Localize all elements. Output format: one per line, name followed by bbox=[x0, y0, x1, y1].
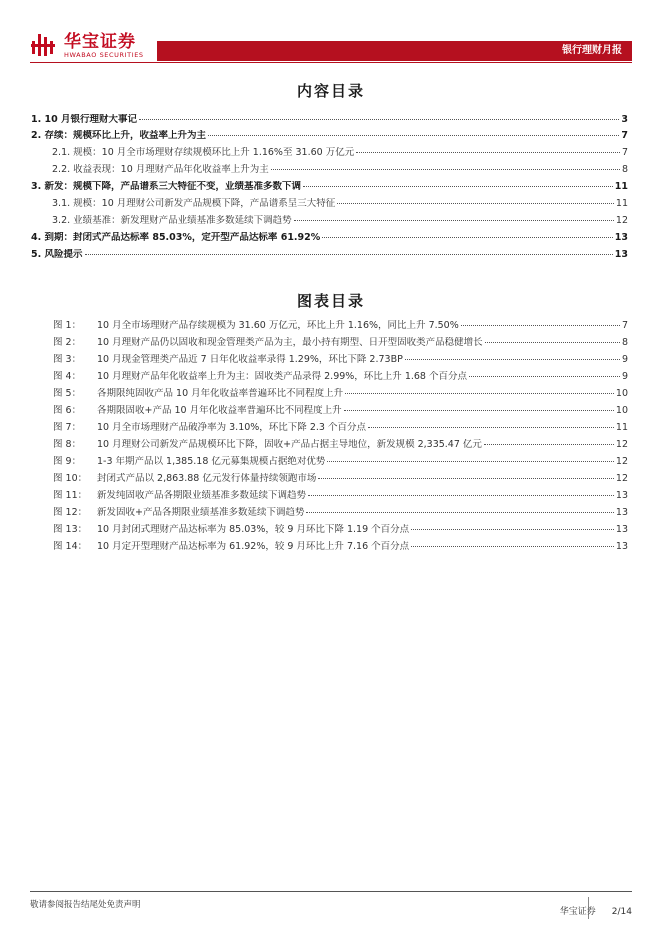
figure-page: 10 bbox=[615, 405, 628, 416]
toc-entry-text: 3.1. 规模：10 月理财公司新发产品规模下降，产品谱系呈三大特征 bbox=[52, 198, 336, 209]
header-bar bbox=[157, 41, 632, 61]
brand-name-en: HWABAO SECURITIES bbox=[64, 51, 144, 59]
figure-caption: 10 月理财公司新发产品规模环比下降，固收+产品占据主导地位，新发规模 2,335.47 亿元 bbox=[97, 439, 482, 450]
toc-entry-text: 1. 10 月银行理财大事记 bbox=[31, 114, 138, 125]
figure-label: 图 8： bbox=[53, 439, 82, 450]
dot-leader bbox=[411, 529, 614, 530]
toc-entry-page: 8 bbox=[621, 164, 628, 175]
figure-label: 图 10： bbox=[53, 473, 88, 484]
toc-entry-page: 12 bbox=[615, 215, 628, 226]
figure-caption: 10 月封闭式理财产品达标率为 85.03%，较 9 月环比下降 1.19 个百分点 bbox=[97, 524, 410, 535]
toc-entry-page: 3 bbox=[621, 114, 628, 125]
dot-leader bbox=[485, 342, 620, 343]
figure-page: 12 bbox=[615, 473, 628, 484]
figure-caption: 各期限纯固收产品 10 月年化收益率普遍环比不同程度上升 bbox=[97, 388, 344, 399]
figure-page: 13 bbox=[615, 490, 628, 501]
figure-caption: 各期限固收+产品 10 月年化收益率普遍环比不同程度上升 bbox=[97, 405, 342, 416]
footer-brand: 华宝证券 bbox=[559, 907, 596, 917]
dot-leader bbox=[327, 461, 614, 462]
toc-entry-text: 3. 新发：规模下降，产品谱系三大特征不变，业绩基准多数下调 bbox=[31, 181, 302, 192]
figure-page: 10 bbox=[615, 388, 628, 399]
toc-subentry[interactable] bbox=[52, 164, 628, 176]
toc-entry-text: 2.2. 收益表现：10 月理财产品年化收益率上升为主 bbox=[52, 164, 269, 175]
figure-entry[interactable] bbox=[53, 320, 628, 332]
figure-label: 图 12： bbox=[53, 507, 88, 518]
dot-leader bbox=[318, 478, 614, 479]
toc-entry[interactable] bbox=[31, 181, 628, 193]
dot-leader bbox=[344, 410, 614, 411]
figure-caption: 1-3 年期产品以 1,385.18 亿元募集规模占据绝对优势 bbox=[97, 456, 326, 467]
figure-label: 图 4： bbox=[53, 371, 82, 382]
footer-right bbox=[560, 904, 632, 917]
figure-caption: 10 月全市场理财产品存续规模为 31.60 万亿元，环比上升 1.16%，同比上升 7.50% bbox=[97, 320, 459, 331]
toc-entry-text: 2. 存续：规模环比上升，收益率上升为主 bbox=[31, 130, 207, 141]
dot-leader bbox=[303, 186, 613, 187]
figure-caption: 新发固收+产品各期限业绩基准多数延续下调趋势 bbox=[97, 507, 305, 518]
figure-entry[interactable] bbox=[53, 388, 628, 400]
figure-entry[interactable] bbox=[53, 541, 628, 553]
toc-entry-text: 3.2. 业绩基准：新发理财产品业绩基准多数延续下调趋势 bbox=[52, 215, 292, 226]
toc-entry-page: 13 bbox=[614, 249, 628, 260]
header-divider bbox=[30, 62, 632, 63]
figure-caption: 10 月理财产品年化收益率上升为主：固收类产品录得 2.99%，环比上升 1.68 个百分点 bbox=[97, 371, 467, 382]
dot-leader bbox=[368, 427, 614, 428]
figure-entry[interactable] bbox=[53, 405, 628, 417]
dot-leader bbox=[411, 546, 614, 547]
toc-entry-text: 2.1. 规模：10 月全市场理财存续规模环比上升 1.16%至 31.60 万亿元 bbox=[52, 147, 355, 158]
toc-entry[interactable] bbox=[31, 114, 628, 126]
toc-entry[interactable] bbox=[31, 232, 628, 244]
toc-entry-text: 5. 风险提示 bbox=[31, 249, 83, 260]
toc-subentry[interactable] bbox=[52, 215, 628, 227]
figure-page: 11 bbox=[615, 422, 628, 433]
figure-entry[interactable] bbox=[53, 524, 628, 536]
toc-entry-page: 11 bbox=[615, 198, 628, 209]
figure-page: 12 bbox=[615, 439, 628, 450]
figure-label: 图 5： bbox=[53, 388, 82, 399]
figure-entry[interactable] bbox=[53, 507, 628, 519]
dot-leader bbox=[308, 495, 614, 496]
figure-entry[interactable] bbox=[53, 354, 628, 366]
figure-label: 图 7： bbox=[53, 422, 82, 433]
figure-entry[interactable] bbox=[53, 490, 628, 502]
toc-entry[interactable] bbox=[31, 130, 628, 142]
figure-entry[interactable] bbox=[53, 456, 628, 468]
footer-divider bbox=[30, 891, 632, 892]
figure-page: 13 bbox=[615, 524, 628, 535]
toc-entry-page: 7 bbox=[621, 147, 628, 158]
toc-entry[interactable] bbox=[31, 249, 628, 261]
figure-entry[interactable] bbox=[53, 422, 628, 434]
figure-label: 图 11： bbox=[53, 490, 88, 501]
figure-label: 图 13： bbox=[53, 524, 88, 535]
dot-leader bbox=[208, 135, 619, 136]
figure-label: 图 6： bbox=[53, 405, 82, 416]
toc-entry-page: 13 bbox=[614, 232, 628, 243]
dot-leader bbox=[484, 444, 614, 445]
dot-leader bbox=[271, 169, 620, 170]
figure-page: 9 bbox=[621, 354, 628, 365]
toc-subentry[interactable] bbox=[52, 147, 628, 159]
toc-entry-page: 11 bbox=[614, 181, 628, 192]
figure-page: 8 bbox=[621, 337, 628, 348]
figure-caption: 10 月现金管理类产品近 7 日年化收益率录得 1.29%，环比下降 2.73BP bbox=[97, 354, 403, 365]
dot-leader bbox=[356, 152, 620, 153]
dot-leader bbox=[461, 325, 620, 326]
dot-leader bbox=[322, 237, 612, 238]
report-type-label: 银行理财月报 bbox=[562, 45, 622, 56]
figure-entry[interactable] bbox=[53, 473, 628, 485]
figure-label: 图 1： bbox=[53, 320, 82, 331]
dot-leader bbox=[405, 359, 620, 360]
dot-leader bbox=[294, 220, 614, 221]
toc-entry-text: 4. 到期：封闭式产品达标率 85.03%，定开型产品达标率 61.92% bbox=[31, 232, 321, 243]
figure-caption: 封闭式产品以 2,863.88 亿元发行体量持续领跑市场 bbox=[97, 473, 317, 484]
dot-leader bbox=[139, 119, 619, 120]
figure-label: 图 9： bbox=[53, 456, 82, 467]
figure-caption: 10 月定开型理财产品达标率为 61.92%，较 9 月环比上升 7.16 个百分点 bbox=[97, 541, 410, 552]
figure-page: 13 bbox=[615, 507, 628, 518]
figure-caption: 新发纯固收产品各期限业绩基准多数延续下调趋势 bbox=[97, 490, 307, 501]
page-number: 2/14 bbox=[611, 907, 632, 917]
figure-label: 图 2： bbox=[53, 337, 82, 348]
figure-label: 图 14： bbox=[53, 541, 88, 552]
figure-page: 13 bbox=[615, 541, 628, 552]
figure-caption: 10 月理财产品仍以固收和现金管理类产品为主，最小持有期型、日开型固收类产品稳健增长 bbox=[97, 337, 483, 348]
dot-leader bbox=[337, 203, 614, 204]
figure-page: 7 bbox=[621, 320, 628, 331]
toc-subentry[interactable] bbox=[52, 198, 628, 210]
figure-page: 12 bbox=[615, 456, 628, 467]
figure-entry[interactable] bbox=[53, 337, 628, 349]
figure-caption: 10 月全市场理财产品破净率为 3.10%，环比下降 2.3 个百分点 bbox=[97, 422, 366, 433]
figure-entry[interactable] bbox=[53, 439, 628, 451]
figure-list-title: 图表目录 bbox=[296, 292, 365, 310]
figure-entry[interactable] bbox=[53, 371, 628, 383]
dot-leader bbox=[345, 393, 614, 394]
dot-leader bbox=[469, 376, 620, 377]
toc-entry-page: 7 bbox=[621, 130, 628, 141]
figure-page: 9 bbox=[621, 371, 628, 382]
figure-label: 图 3： bbox=[53, 354, 82, 365]
dot-leader bbox=[85, 254, 613, 255]
hwabao-logo-icon bbox=[30, 32, 56, 58]
brand-name-cn: 华宝证券 bbox=[64, 32, 136, 52]
toc-title: 内容目录 bbox=[296, 82, 365, 100]
footer-disclaimer: 敬请参阅报告结尾处免责声明 bbox=[30, 900, 141, 910]
dot-leader bbox=[306, 512, 613, 513]
